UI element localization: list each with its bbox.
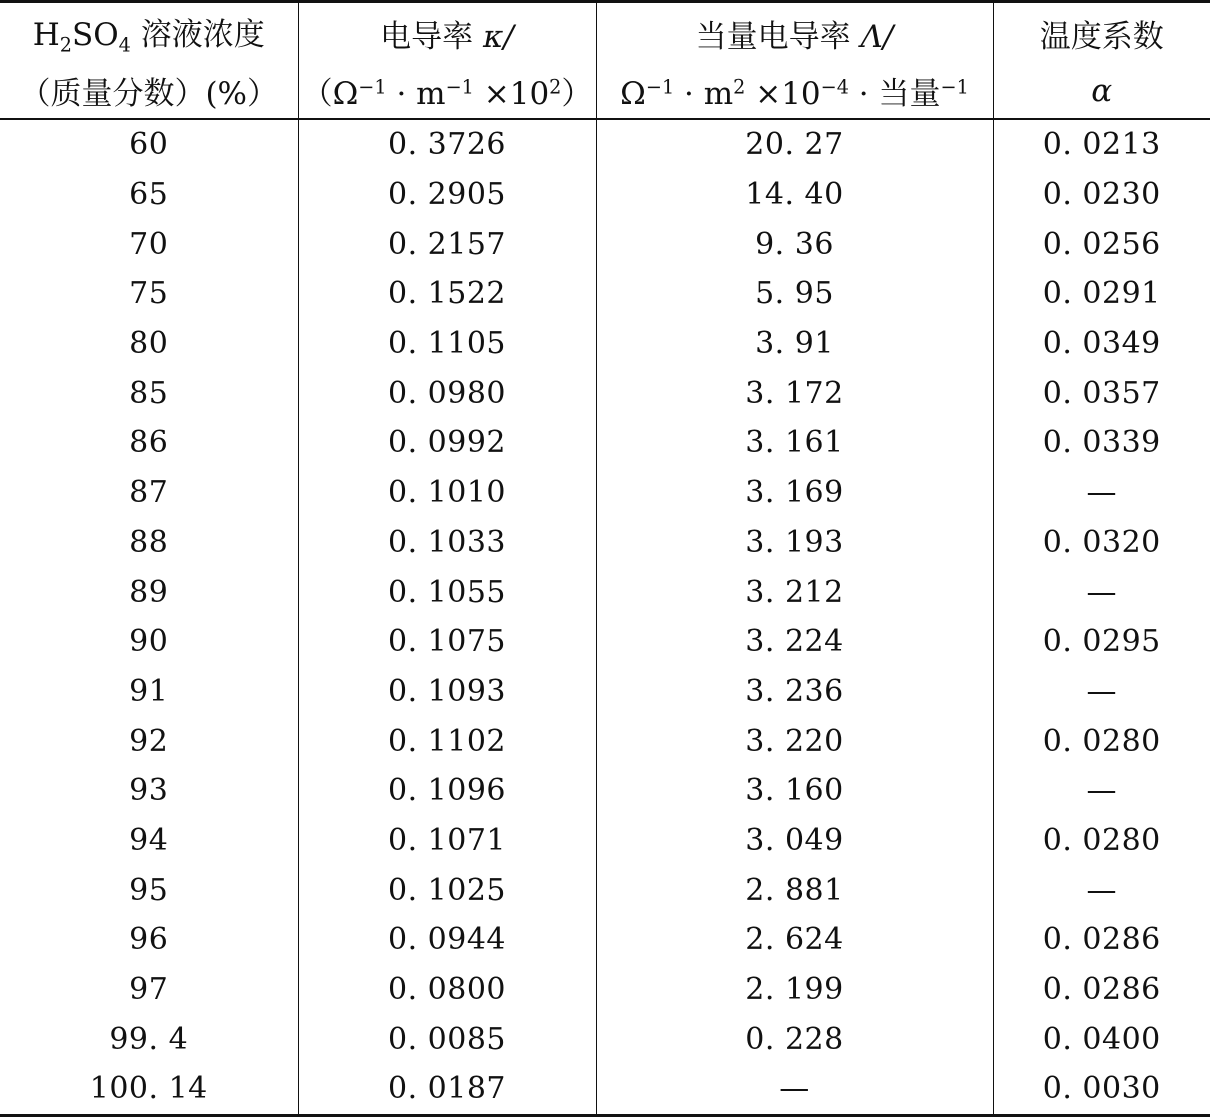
cell-conductivity: 0. 1025 <box>298 865 596 915</box>
table-row <box>0 915 1210 965</box>
header-row-2 <box>0 63 1210 119</box>
table-row <box>0 1064 1210 1115</box>
cell-equivalent-conductivity: 3. 224 <box>596 617 993 667</box>
cell-temperature-coefficient: 0. 0349 <box>993 319 1210 369</box>
table-row <box>0 617 1210 667</box>
cell-equivalent-conductivity: 2. 624 <box>596 915 993 965</box>
cell-concentration: 85 <box>129 375 169 411</box>
cell-concentration: 100. 14 <box>0 1064 298 1115</box>
cell-temperature-coefficient: 0. 0280 <box>993 716 1210 766</box>
cell-temperature-coefficient: 0. 0230 <box>993 170 1210 220</box>
header-equivalent-conductivity-unit: $\Omega^{-1} \cdot m^2 \times 10^{-4}$ · 当量$^{-1}$ <box>596 63 993 119</box>
header-concentration: $H_2SO_4$ 溶液浓度 <box>0 2 298 64</box>
cell-conductivity: 0. 0980 <box>298 368 596 418</box>
table-body <box>0 119 1210 1115</box>
cell-temperature-coefficient: 0. 0286 <box>993 965 1210 1015</box>
cell-concentration: 75 <box>129 276 169 312</box>
cell-conductivity: 0. 1105 <box>298 319 596 369</box>
cell-concentration: 70 <box>129 226 169 262</box>
cell-equivalent-conductivity: 3. 220 <box>596 716 993 766</box>
cell-equivalent-conductivity: 3. 212 <box>596 567 993 617</box>
cell-equivalent-conductivity: 3. 160 <box>596 766 993 816</box>
cell-concentration: 99. 4 <box>109 1021 189 1057</box>
cell-conductivity: 0. 3726 <box>298 119 596 170</box>
cell-equivalent-conductivity: 14. 40 <box>596 170 993 220</box>
cell-concentration: 95 <box>129 872 169 908</box>
header-row-1 <box>0 2 1210 64</box>
cell-equivalent-conductivity: 20. 27 <box>596 119 993 170</box>
header-temperature-coefficient-symbol: α <box>993 63 1210 119</box>
table-row <box>0 865 1210 915</box>
table-row <box>0 567 1210 617</box>
table-row <box>0 170 1210 220</box>
cell-temperature-coefficient: — <box>993 865 1210 915</box>
table-row <box>0 816 1210 866</box>
cell-conductivity: 0. 1075 <box>298 617 596 667</box>
cell-concentration: 88 <box>129 524 169 560</box>
cell-conductivity: 0. 0944 <box>298 915 596 965</box>
table-row <box>0 468 1210 518</box>
cell-temperature-coefficient: 0. 0320 <box>993 518 1210 568</box>
cell-equivalent-conductivity: 3. 193 <box>596 518 993 568</box>
cell-temperature-coefficient: 0. 0291 <box>993 269 1210 319</box>
cell-equivalent-conductivity: 3. 236 <box>596 667 993 717</box>
cell-concentration: 60 <box>129 127 169 163</box>
cell-equivalent-conductivity: 5. 95 <box>596 269 993 319</box>
cell-conductivity: 0. 1010 <box>298 468 596 518</box>
cell-conductivity: 0. 0800 <box>298 965 596 1015</box>
cell-conductivity: 0. 1033 <box>298 518 596 568</box>
cell-temperature-coefficient: — <box>993 667 1210 717</box>
cell-equivalent-conductivity: 3. 169 <box>596 468 993 518</box>
cell-conductivity: 0. 1055 <box>298 567 596 617</box>
cell-temperature-coefficient: 0. 0357 <box>993 368 1210 418</box>
table-row <box>0 518 1210 568</box>
cell-conductivity: 0. 0187 <box>298 1064 596 1115</box>
table-row <box>0 1014 1210 1064</box>
cell-temperature-coefficient: 0. 0400 <box>993 1014 1210 1064</box>
cell-equivalent-conductivity: — <box>596 1064 993 1115</box>
table-row <box>0 269 1210 319</box>
cell-concentration: 97 <box>129 972 169 1008</box>
cell-concentration: 80 <box>129 326 169 362</box>
cell-conductivity: 0. 2905 <box>298 170 596 220</box>
cell-conductivity: 0. 1071 <box>298 816 596 866</box>
cell-concentration: 86 <box>129 425 169 461</box>
cell-concentration: 94 <box>129 822 169 858</box>
cell-temperature-coefficient: — <box>993 567 1210 617</box>
table-row <box>0 716 1210 766</box>
cell-conductivity: 0. 2157 <box>298 219 596 269</box>
cell-temperature-coefficient: 0. 0286 <box>993 915 1210 965</box>
table-header <box>0 2 1210 120</box>
cell-temperature-coefficient: 0. 0280 <box>993 816 1210 866</box>
header-conductivity-unit: $(\Omega^{-1} \cdot m^{-1} \times 10^2)$ <box>298 63 596 119</box>
cell-equivalent-conductivity: 3. 161 <box>596 418 993 468</box>
header-equivalent-conductivity: 当量电导率 Λ/ <box>596 2 993 64</box>
cell-temperature-coefficient: 0. 0295 <box>993 617 1210 667</box>
cell-concentration: 91 <box>129 673 169 709</box>
cell-conductivity: 0. 0992 <box>298 418 596 468</box>
header-conductivity: 电导率 κ/ <box>298 2 596 64</box>
cell-temperature-coefficient: 0. 0030 <box>993 1064 1210 1115</box>
cell-concentration: 92 <box>129 723 169 759</box>
cell-concentration: 89 <box>129 574 169 610</box>
table-row <box>0 667 1210 717</box>
table-row <box>0 219 1210 269</box>
table-row <box>0 418 1210 468</box>
cell-temperature-coefficient: 0. 0213 <box>993 119 1210 170</box>
cell-equivalent-conductivity: 3. 049 <box>596 816 993 866</box>
header-concentration-unit: （质量分数）(%） <box>0 63 298 119</box>
table-row <box>0 766 1210 816</box>
cell-equivalent-conductivity: 3. 172 <box>596 368 993 418</box>
cell-conductivity: 0. 1522 <box>298 269 596 319</box>
cell-temperature-coefficient: — <box>993 468 1210 518</box>
cell-concentration: 65 <box>129 177 169 213</box>
cell-concentration: 96 <box>129 922 169 958</box>
cell-conductivity: 0. 1096 <box>298 766 596 816</box>
table-row <box>0 119 1210 170</box>
cell-conductivity: 0. 0085 <box>298 1014 596 1064</box>
table-row <box>0 319 1210 369</box>
cell-concentration: 90 <box>129 624 169 660</box>
cell-equivalent-conductivity: 0. 228 <box>596 1014 993 1064</box>
cell-equivalent-conductivity: 2. 199 <box>596 965 993 1015</box>
cell-equivalent-conductivity: 3. 91 <box>596 319 993 369</box>
cell-concentration: 93 <box>129 773 169 809</box>
cell-concentration: 87 <box>129 475 169 511</box>
cell-equivalent-conductivity: 2. 881 <box>596 865 993 915</box>
header-temperature-coefficient: 温度系数 <box>993 2 1210 64</box>
cell-temperature-coefficient: 0. 0256 <box>993 219 1210 269</box>
cell-temperature-coefficient: — <box>993 766 1210 816</box>
cell-conductivity: 0. 1102 <box>298 716 596 766</box>
cell-equivalent-conductivity: 9. 36 <box>596 219 993 269</box>
cell-temperature-coefficient: 0. 0339 <box>993 418 1210 468</box>
cell-conductivity: 0. 1093 <box>298 667 596 717</box>
table-row <box>0 368 1210 418</box>
table-row <box>0 965 1210 1015</box>
